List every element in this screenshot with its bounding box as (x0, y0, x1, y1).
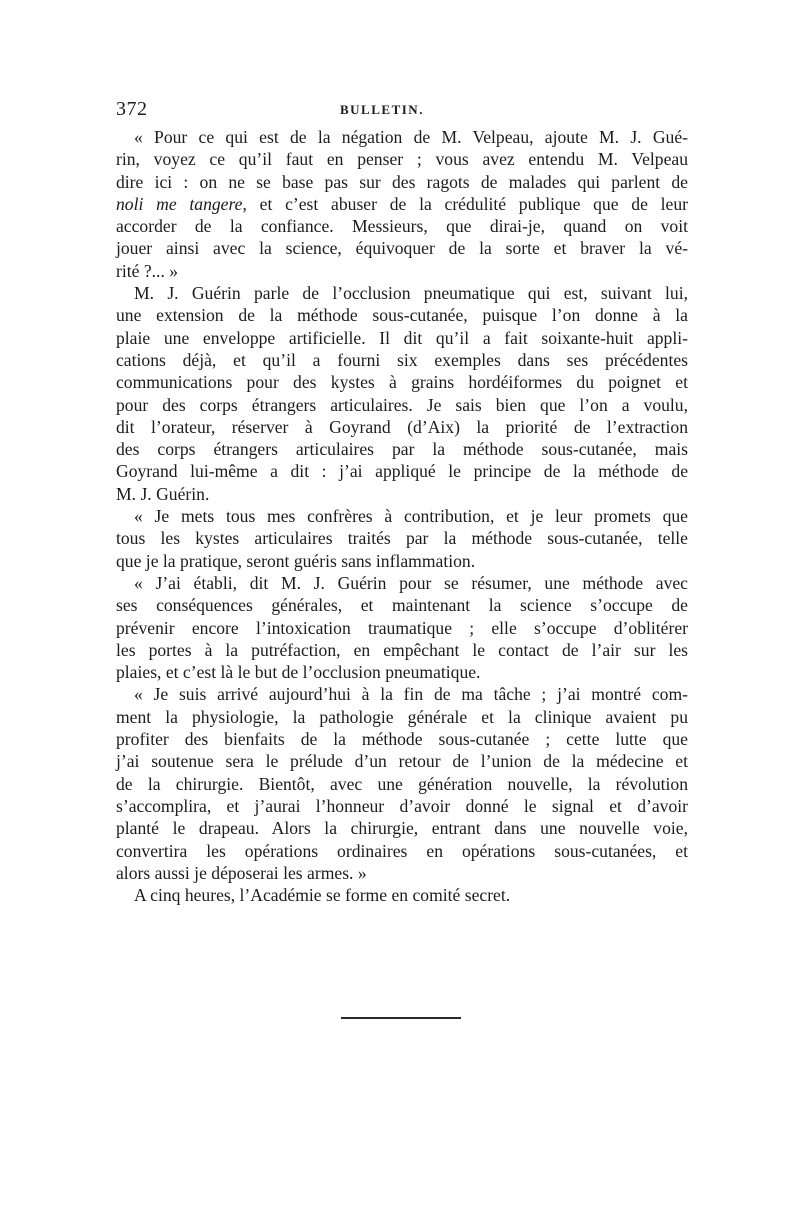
text-line: profiter des bienfaits de la méthode sous-cutanée ; cette lutte que (116, 729, 688, 750)
text-line: des corps étrangers articulaires par la méthode sous-cutanée, mais (116, 439, 688, 460)
text-line: plaies, et c’est là le but de l’occlusion pneumatique. (116, 662, 481, 683)
section-divider (341, 1017, 461, 1019)
text-line: « Je suis arrivé aujourd’hui à la fin de ma tâche ; j’ai montré com- (134, 684, 688, 705)
text-line: alors aussi je déposerai les armes. » (116, 862, 367, 883)
text-line: de la chirurgie. Bientôt, avec une génération nouvelle, la révolution (116, 773, 688, 794)
text-line: cations déjà, et qu’il a fourni six exemples dans ses précédentes (116, 349, 688, 370)
text-line: « J’ai établi, dit M. J. Guérin pour se résumer, une méthode avec (134, 572, 688, 593)
text-line: tous les kystes articulaires traités par la méthode sous-cutanée, telle (116, 528, 688, 549)
text-line: s’accomplira, et j’aurai l’honneur d’avoir donné le signal et d’avoir (116, 795, 688, 816)
text-line: que je la pratique, seront guéris sans inflammation. (116, 550, 476, 571)
text-line: dire ici : on ne se base pas sur des ragots de malades qui parlent de (116, 171, 688, 192)
running-head: BULLETIN. (340, 102, 424, 117)
text-line: convertira les opérations ordinaires en opérations sous-cutanées, et (116, 840, 688, 861)
page-header (116, 98, 686, 124)
text-line: j’ai soutenue sera le prélude d’un retour de l’union de la médecine et (116, 751, 688, 772)
text-line: accorder de la confiance. Messieurs, que dirai-je, quand on voit (116, 216, 688, 237)
text-line: plaie une enveloppe artificielle. Il dit qu’il a fait soixante-huit appli- (116, 327, 688, 348)
text-line: « Pour ce qui est de la négation de M. Velpeau, ajoute M. J. Gué- (134, 127, 688, 147)
text-line: M. J. Guérin parle de l’occlusion pneumatique qui est, suivant lui, (134, 283, 688, 304)
text-line: rité ?... » (116, 260, 179, 281)
text-line: communications pour des kystes à grains hordéiformes du poignet et (116, 372, 688, 393)
italic-phrase: noli me tangere (116, 193, 243, 214)
text-line: les portes à la putréfaction, en empêchant le contact de l’air sur les (116, 639, 688, 660)
text-line: M. J. Guérin. (116, 483, 210, 504)
body-text (116, 126, 688, 906)
text-line: dit l’orateur, réserver à Goyrand (d’Aix) la priorité de l’extraction (116, 416, 688, 437)
text-line: prévenir encore l’intoxication traumatique ; elle s’occupe d’oblitérer (116, 617, 688, 638)
text-line: Goyrand lui-même a dit : j’ai appliqué le principe de la méthode de (116, 461, 688, 482)
text-line: planté le drapeau. Alors la chirurgie, entrant dans une nouvelle voie, (116, 818, 688, 839)
text-line: A cinq heures, l’Académie se forme en comité secret. (134, 885, 511, 906)
text-line: jouer ainsi avec la science, équivoquer de la sorte et braver la vé- (116, 238, 688, 259)
text-line: une extension de la méthode sous-cutanée, puisque l’on donne à la (116, 305, 688, 326)
text-line: ses conséquences générales, et maintenant la science s’occupe de (116, 595, 688, 616)
text-line: ment la physiologie, la pathologie générale et la clinique avaient pu (116, 706, 688, 727)
text-line: noli me tangere, et c’est abuser de la crédulité publique que de leur (116, 193, 688, 214)
text-line: « Je mets tous mes confrères à contribution, et je leur promets que (134, 506, 688, 527)
text-line: pour des corps étrangers articulaires. Je sais bien que l’on a voulu, (116, 394, 688, 415)
text-line: rin, voyez ce qu’il faut en penser ; vous avez entendu M. Velpeau (116, 149, 688, 170)
page-number: 372 (116, 98, 148, 120)
